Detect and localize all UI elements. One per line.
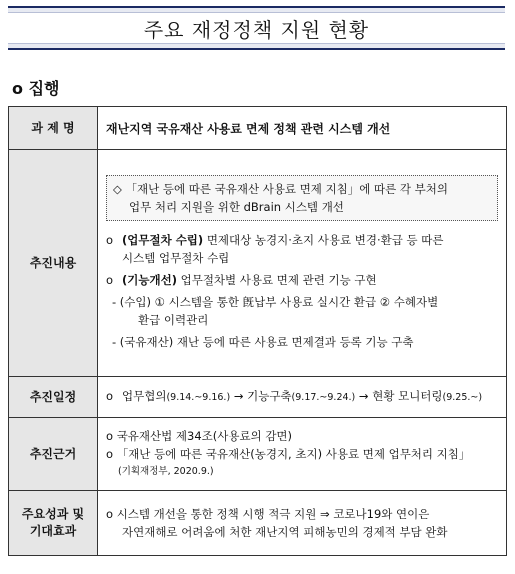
step-1: 업무협의 (122, 389, 167, 403)
step-3-date: (9.25.~) (442, 392, 483, 403)
title-banner (8, 6, 505, 50)
box-line-2: 업무 처리 지원을 위한 dBrain 시스템 개선 (129, 200, 344, 214)
label-schedule: 추진일정 (9, 377, 98, 418)
item-1-heading: (업무절차 수립) (122, 233, 204, 247)
item-1-continuation: 시스템 업무절차 수립 (122, 251, 230, 265)
table-row-basis (9, 418, 507, 491)
label-effect (9, 491, 98, 556)
project-title: 재난지역 국유재산 사용료 면제 정책 관련 시스템 개선 (98, 107, 507, 150)
sub-item-1: - (수입) ① 시스템을 통한 旣납부 사용료 실시간 환급 ② 수혜자별 (112, 295, 439, 309)
arrow-icon: → (358, 389, 369, 403)
table-row-schedule (9, 377, 507, 418)
label-effect-line-2: 기대효과 (29, 524, 77, 538)
guideline-box (106, 175, 498, 221)
section-heading: o 집행 (12, 79, 60, 98)
label-effect-line-1: 주요성과 및 (21, 507, 85, 521)
arrow-icon: → (233, 389, 244, 403)
item-1-text: 면제대상 농경지·초지 사용료 변경·환급 등 따른 (203, 233, 444, 247)
bullet-marker: o (106, 233, 114, 247)
item-2-text: 업무절차별 사용료 면제 관련 기능 구현 (176, 273, 377, 287)
box-line-1: ◇ 「재난 등에 따른 국유재산 사용료 면제 지침」에 따른 각 부처의 (113, 182, 449, 196)
item-2-heading: (기능개선) (122, 273, 177, 287)
basis-line-2: o 「재난 등에 따른 국유재산(농경지, 초지) 사용료 면제 업무처리 지침」 (106, 447, 471, 461)
content-item-1 (106, 231, 498, 249)
step-3: 현황 모니터링 (372, 389, 443, 403)
schedule-line (106, 387, 498, 407)
basis-note: (기획재정부, 2020.9.) (118, 466, 214, 477)
label-content: 추진내용 (9, 150, 98, 377)
step-1-date: (9.14.~9.16.) (166, 392, 231, 403)
bullet-marker: o (106, 389, 114, 403)
page-title: 주요 재정정책 지원 현황 (8, 12, 505, 44)
sub-item-1-continuation: 환급 이력관리 (138, 313, 209, 327)
table-row-effect (9, 491, 507, 556)
label-project: 과 제 명 (9, 107, 98, 150)
step-2-date: (9.17.~9.24.) (291, 392, 356, 403)
schedule-cell (98, 377, 507, 418)
content-cell (98, 150, 507, 377)
table-row-content (9, 150, 507, 377)
table-row-project (9, 107, 507, 150)
step-2: 기능구축 (247, 389, 292, 403)
content-item-2 (106, 271, 498, 289)
basis-line-1: o 국유재산법 제34조(사용료의 감면) (106, 429, 293, 443)
bullet-marker: o (106, 273, 114, 287)
basis-cell (98, 418, 507, 491)
policy-table (8, 106, 507, 556)
effect-line-1: o 시스템 개선을 통한 정책 시행 적극 지원 ⇒ 코로나19와 연이은 (106, 507, 430, 521)
sub-item-2: - (국유재산) 재난 등에 따른 사용료 면제결과 등록 기능 구축 (112, 335, 414, 349)
label-basis: 추진근거 (9, 418, 98, 491)
effect-cell (98, 491, 507, 556)
effect-line-2: 자연재해로 어려움에 처한 재난지역 피해농민의 경제적 부담 완화 (122, 525, 448, 539)
